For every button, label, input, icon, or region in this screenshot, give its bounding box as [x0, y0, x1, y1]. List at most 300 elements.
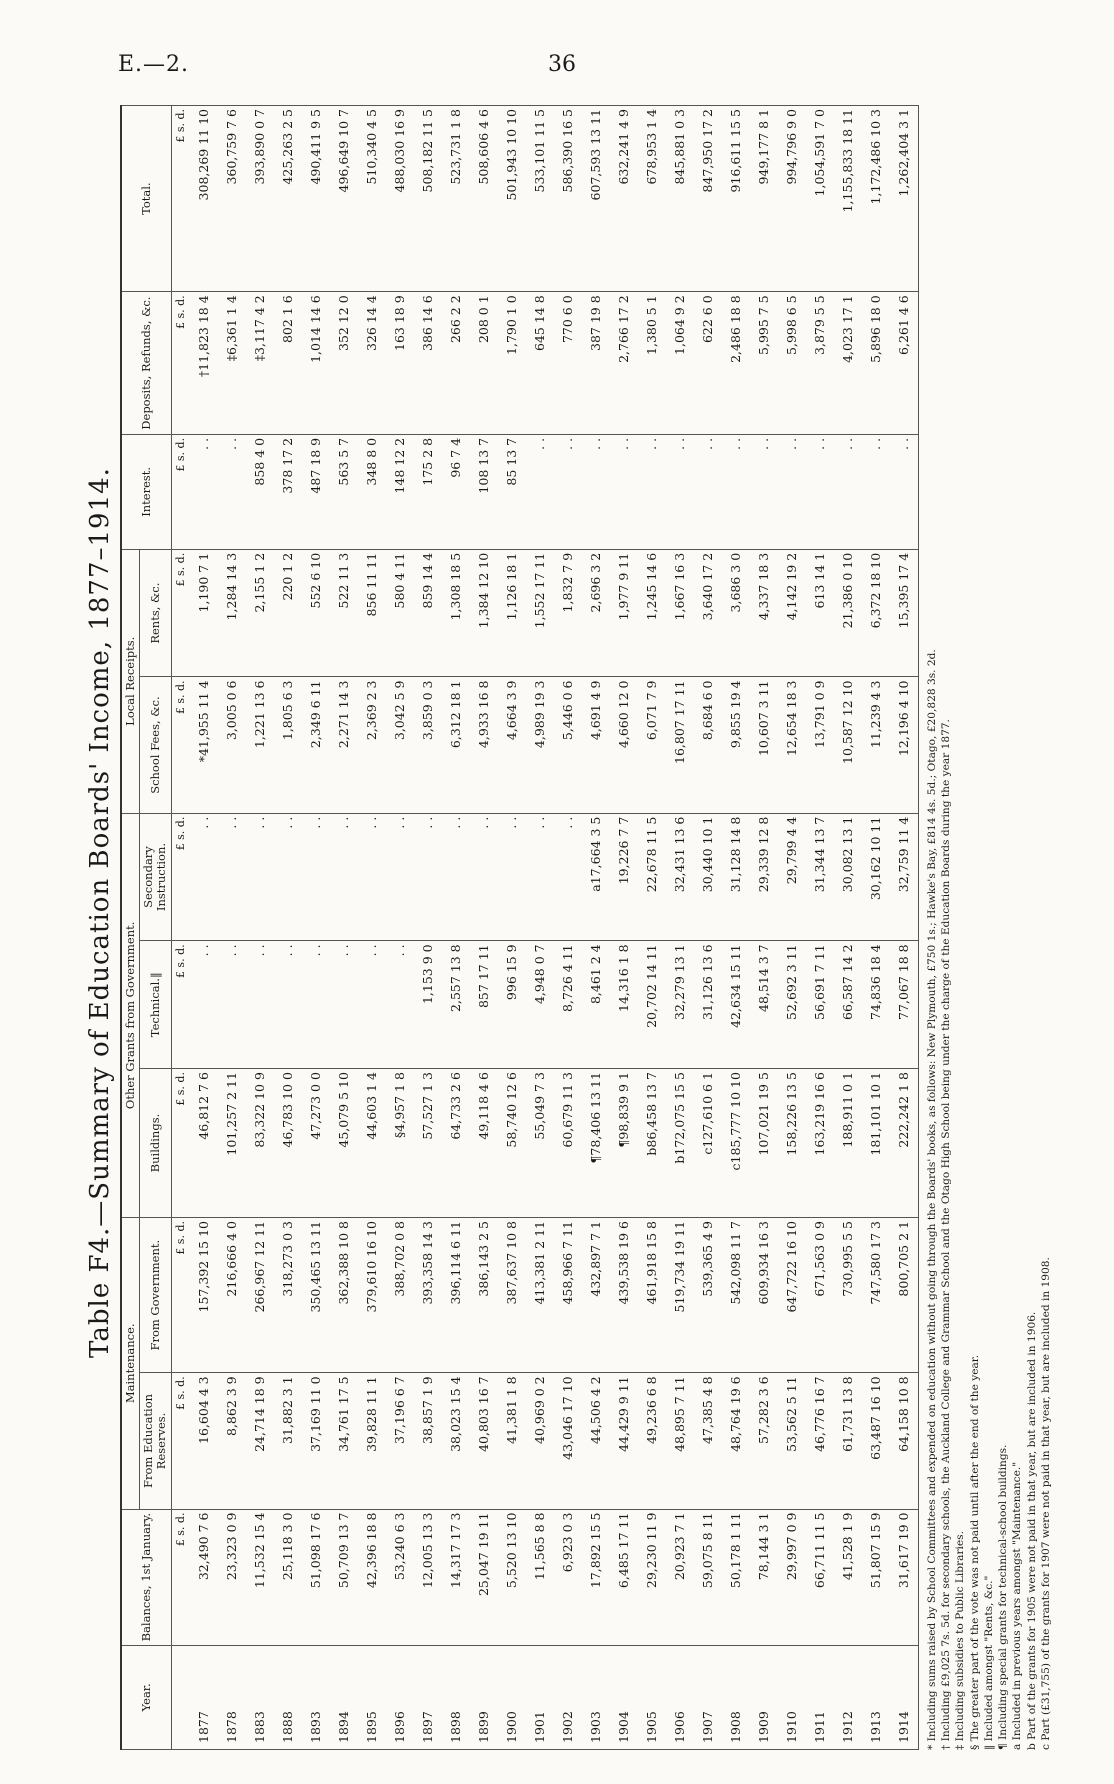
cell-buildings: 46,783 10 0 [274, 1069, 302, 1218]
cell-rents: 1,977 9 11 [610, 549, 638, 677]
cell-deposits: 5,995 7 5 [750, 292, 778, 435]
cell-reserves: 39,828 11 1 [358, 1373, 386, 1509]
cell-deposits: 352 12 0 [330, 292, 358, 435]
cell-deposits: 622 6 0 [694, 292, 722, 435]
cell-year: 1897 [414, 1645, 442, 1749]
cell-interest: . . [862, 434, 890, 549]
cell-deposits: ‡6,361 1 4 [218, 292, 246, 435]
table-row [778, 106, 806, 1750]
cell-technical: . . [190, 941, 218, 1069]
cell-school-fees: 2,369 2 3 [358, 677, 386, 813]
cell-school-fees: 2,349 6 11 [302, 677, 330, 813]
page-header [118, 52, 1034, 92]
cell-reserves: 43,046 17 10 [554, 1373, 582, 1509]
table-row [302, 106, 330, 1750]
cell-government: 216,666 4 0 [218, 1218, 246, 1373]
cell-rents: 552 6 10 [302, 549, 330, 677]
footnote-dagger: † Including £9,025 7s. 5d. for secondary schools, the Auckland College and Grammar School and the Otago High School being under the charge of the Education Boards during the year 1877. [939, 719, 952, 1750]
cell-deposits: 6,261 4 6 [890, 292, 919, 435]
table-body [171, 106, 918, 1750]
cell-deposits: 645 14 8 [526, 292, 554, 435]
cell-government: 747,580 17 3 [862, 1218, 890, 1373]
col-header-total: Total. [121, 106, 171, 292]
cell-secondary: . . [414, 813, 442, 941]
cell-reserves: 61,731 13 8 [834, 1373, 862, 1509]
cell-technical: . . [302, 941, 330, 1069]
cell-school-fees: 8,684 6 0 [694, 677, 722, 813]
cell-secondary: 31,344 13 7 [806, 813, 834, 941]
cell-year: 1913 [862, 1645, 890, 1749]
cell-reserves: 44,506 4 2 [582, 1373, 610, 1509]
unit-cell: £ s. d. [171, 813, 190, 941]
cell-year: 1908 [722, 1645, 750, 1749]
table-row [442, 106, 470, 1750]
cell-balances: 29,997 0 9 [778, 1509, 806, 1645]
cell-deposits: 2,486 18 8 [722, 292, 750, 435]
cell-reserves: 46,776 16 7 [806, 1373, 834, 1509]
cell-secondary: 32,431 13 6 [666, 813, 694, 941]
cell-secondary: . . [190, 813, 218, 941]
cell-total: 523,731 1 8 [442, 106, 470, 292]
cell-technical: 48,514 3 7 [750, 941, 778, 1069]
cell-buildings: b86,458 13 7 [638, 1069, 666, 1218]
cell-school-fees: 11,239 4 3 [862, 677, 890, 813]
cell-government: 413,381 2 11 [526, 1218, 554, 1373]
group-header-local-receipts: Local Receipts. [121, 549, 140, 813]
cell-year: 1902 [554, 1645, 582, 1749]
cell-government: 730,995 5 5 [834, 1218, 862, 1373]
cell-interest: 487 18 9 [302, 434, 330, 549]
cell-year: 1888 [274, 1645, 302, 1749]
cell-total: 510,340 4 5 [358, 106, 386, 292]
cell-buildings: c185,777 10 10 [722, 1069, 750, 1218]
cell-rents: 2,155 1 2 [246, 549, 274, 677]
cell-reserves: 47,385 4 8 [694, 1373, 722, 1509]
cell-technical: 4,948 0 7 [526, 941, 554, 1069]
cell-year: 1883 [246, 1645, 274, 1749]
col-header-interest: Interest. [121, 434, 171, 549]
cell-secondary: . . [302, 813, 330, 941]
cell-year: 1900 [498, 1645, 526, 1749]
cell-secondary: . . [470, 813, 498, 941]
cell-rents: 856 11 11 [358, 549, 386, 677]
cell-buildings: 44,603 1 4 [358, 1069, 386, 1218]
cell-year: 1907 [694, 1645, 722, 1749]
cell-buildings: ¶98,839 9 1 [610, 1069, 638, 1218]
table-row [386, 106, 414, 1750]
cell-balances: 25,118 3 0 [274, 1509, 302, 1645]
cell-balances: 6,923 0 3 [554, 1509, 582, 1645]
cell-interest: 563 5 7 [330, 434, 358, 549]
cell-total: 488,030 16 9 [386, 106, 414, 292]
cell-interest: . . [638, 434, 666, 549]
cell-rents: 220 1 2 [274, 549, 302, 677]
cell-buildings: 46,812 7 6 [190, 1069, 218, 1218]
cell-school-fees: 4,691 4 9 [582, 677, 610, 813]
cell-deposits: 326 14 4 [358, 292, 386, 435]
cell-interest: . . [554, 434, 582, 549]
col-header-year: Year. [121, 1645, 171, 1749]
cell-balances: 29,230 11 9 [638, 1509, 666, 1645]
cell-school-fees: 12,196 4 10 [890, 677, 919, 813]
group-header-maintenance: Maintenance. [121, 1218, 140, 1510]
cell-government: 393,358 14 3 [414, 1218, 442, 1373]
cell-deposits: 1,014 14 6 [302, 292, 330, 435]
table-row [218, 106, 246, 1750]
cell-technical: 996 15 9 [498, 941, 526, 1069]
cell-total: 425,263 2 5 [274, 106, 302, 292]
cell-reserves: 38,023 15 4 [442, 1373, 470, 1509]
cell-school-fees: 16,807 17 11 [666, 677, 694, 813]
cell-secondary: . . [218, 813, 246, 941]
col-header-government: From Government. [140, 1218, 171, 1373]
cell-technical: 42,634 15 11 [722, 941, 750, 1069]
table-row [834, 106, 862, 1750]
cell-secondary: . . [330, 813, 358, 941]
group-header-other-grants: Other Grants from Government. [121, 813, 140, 1217]
cell-school-fees: 6,312 18 1 [442, 677, 470, 813]
col-header-technical: Technical.‖ [140, 941, 171, 1069]
cell-government: 461,918 15 8 [638, 1218, 666, 1373]
cell-interest: . . [750, 434, 778, 549]
cell-secondary: . . [274, 813, 302, 941]
table-row [722, 106, 750, 1750]
cell-balances: 53,240 6 3 [386, 1509, 414, 1645]
cell-total: 393,890 0 7 [246, 106, 274, 292]
table-row [470, 106, 498, 1750]
cell-interest: 148 12 2 [386, 434, 414, 549]
cell-technical: 52,692 3 11 [778, 941, 806, 1069]
cell-reserves: 34,761 17 5 [330, 1373, 358, 1509]
cell-buildings: 83,322 10 9 [246, 1069, 274, 1218]
cell-rents: 522 11 3 [330, 549, 358, 677]
cell-reserves: 40,803 16 7 [470, 1373, 498, 1509]
table-row [806, 106, 834, 1750]
cell-year: 1911 [806, 1645, 834, 1749]
cell-deposits: 387 19 8 [582, 292, 610, 435]
cell-reserves: 44,429 9 11 [610, 1373, 638, 1509]
cell-deposits: 163 18 9 [386, 292, 414, 435]
cell-buildings: 181,101 10 1 [862, 1069, 890, 1218]
cell-government: 362,388 10 8 [330, 1218, 358, 1373]
table-row [890, 106, 919, 1750]
cell-balances: 14,317 17 3 [442, 1509, 470, 1645]
cell-balances: 31,617 19 0 [890, 1509, 919, 1645]
cell-deposits: 4,023 17 1 [834, 292, 862, 435]
cell-interest: . . [722, 434, 750, 549]
cell-school-fees: 10,607 3 11 [750, 677, 778, 813]
cell-buildings: 101,257 2 11 [218, 1069, 246, 1218]
cell-secondary: . . [554, 813, 582, 941]
cell-technical: 20,702 14 11 [638, 941, 666, 1069]
cell-secondary: . . [526, 813, 554, 941]
cell-rents: 15,395 17 4 [890, 549, 919, 677]
col-header-balances: Balances, 1st January. [121, 1509, 171, 1645]
cell-total: 949,177 8 1 [750, 106, 778, 292]
unit-cell: £ s. d. [171, 677, 190, 813]
cell-balances: 59,075 8 11 [694, 1509, 722, 1645]
cell-government: 800,705 2 1 [890, 1218, 919, 1373]
cell-total: 916,611 15 5 [722, 106, 750, 292]
cell-secondary: 29,799 4 4 [778, 813, 806, 941]
cell-secondary: . . [386, 813, 414, 941]
col-header-reserves: From Education Reserves. [140, 1373, 171, 1509]
cell-interest: 85 13 7 [498, 434, 526, 549]
cell-interest: 108 13 7 [470, 434, 498, 549]
cell-buildings: 222,242 1 8 [890, 1069, 919, 1218]
cell-technical: . . [274, 941, 302, 1069]
cell-reserves: 63,487 16 10 [862, 1373, 890, 1509]
cell-secondary: 31,128 14 8 [722, 813, 750, 941]
cell-balances: 42,396 18 8 [358, 1509, 386, 1645]
cell-technical: . . [218, 941, 246, 1069]
col-header-rents: Rents, &c. [140, 549, 171, 677]
cell-year: 1894 [330, 1645, 358, 1749]
cell-rents: 3,686 3 0 [722, 549, 750, 677]
cell-school-fees: 10,587 12 10 [834, 677, 862, 813]
cell-technical: 8,461 2 4 [582, 941, 610, 1069]
cell-buildings: b172,075 15 5 [666, 1069, 694, 1218]
cell-rents: 3,640 17 2 [694, 549, 722, 677]
cell-technical: 857 17 11 [470, 941, 498, 1069]
cell-government: 350,465 13 11 [302, 1218, 330, 1373]
cell-school-fees: *41,955 11 4 [190, 677, 218, 813]
cell-secondary: 30,082 13 1 [834, 813, 862, 941]
table-row [330, 106, 358, 1750]
cell-buildings: 163,219 16 6 [806, 1069, 834, 1218]
cell-school-fees: 3,859 0 3 [414, 677, 442, 813]
col-header-deposits: Deposits, Refunds, &c. [121, 292, 171, 435]
cell-buildings: 47,273 0 0 [302, 1069, 330, 1218]
cell-interest: . . [666, 434, 694, 549]
cell-year: 1901 [526, 1645, 554, 1749]
cell-buildings: 188,911 0 1 [834, 1069, 862, 1218]
cell-reserves: 57,282 3 6 [750, 1373, 778, 1509]
cell-balances: 11,532 15 4 [246, 1509, 274, 1645]
cell-technical: . . [358, 941, 386, 1069]
cell-buildings: 49,118 4 6 [470, 1069, 498, 1218]
cell-total: 360,759 7 6 [218, 106, 246, 292]
cell-year: 1903 [582, 1645, 610, 1749]
cell-interest: 378 17 2 [274, 434, 302, 549]
footnote-a: a Included in previous years amongst "Maintenance." [1011, 1461, 1024, 1750]
cell-secondary: a17,664 3 5 [582, 813, 610, 941]
cell-school-fees: 12,654 18 3 [778, 677, 806, 813]
cell-government: 539,365 4 9 [694, 1218, 722, 1373]
cell-deposits: 5,998 6 5 [778, 292, 806, 435]
cell-government: 671,563 0 9 [806, 1218, 834, 1373]
cell-buildings: 55,049 7 3 [526, 1069, 554, 1218]
cell-buildings: ¶78,406 13 11 [582, 1069, 610, 1218]
cell-government: 387,637 10 8 [498, 1218, 526, 1373]
cell-deposits: ‡3,117 4 2 [246, 292, 274, 435]
cell-secondary: 19,226 7 7 [610, 813, 638, 941]
unit-cell: £ s. d. [171, 549, 190, 677]
cell-government: 439,538 19 6 [610, 1218, 638, 1373]
cell-government: 396,114 6 11 [442, 1218, 470, 1373]
cell-school-fees: 4,660 12 0 [610, 677, 638, 813]
cell-deposits: 770 6 0 [554, 292, 582, 435]
table-row [554, 106, 582, 1750]
cell-secondary: . . [358, 813, 386, 941]
col-header-secondary: Secondary Instruction. [140, 813, 171, 941]
col-header-school-fees: School Fees, &c. [140, 677, 171, 813]
cell-government: 647,722 16 10 [778, 1218, 806, 1373]
cell-reserves: 8,862 3 9 [218, 1373, 246, 1509]
cell-technical: . . [330, 941, 358, 1069]
cell-secondary: 29,339 12 8 [750, 813, 778, 941]
cell-rents: 1,384 12 10 [470, 549, 498, 677]
cell-government: 379,610 16 10 [358, 1218, 386, 1373]
cell-school-fees: 4,933 16 8 [470, 677, 498, 813]
cell-total: 501,943 10 10 [498, 106, 526, 292]
table-row [498, 106, 526, 1750]
cell-total: 845,881 0 3 [666, 106, 694, 292]
rotated-table-region [80, 105, 1080, 1750]
cell-total: 632,241 4 9 [610, 106, 638, 292]
cell-school-fees: 3,042 5 9 [386, 677, 414, 813]
footnote-star: * Including sums raised by School Committees and expended on education without going through the Boards' books, as follows: New Plymouth, £750 1s.; Hawke's Bay, £814 4s. 5d.; Otago, £20,828 3s. 2d. [925, 649, 938, 1750]
cell-interest: . . [526, 434, 554, 549]
cell-total: 586,390 16 5 [554, 106, 582, 292]
cell-deposits: 208 0 1 [470, 292, 498, 435]
cell-technical: 2,557 13 8 [442, 941, 470, 1069]
footnote-b: b Part of the grants for 1905 were not paid in that year, but are included in 1906. [1025, 1311, 1038, 1750]
cell-deposits: 5,896 18 0 [862, 292, 890, 435]
cell-secondary: 22,678 11 5 [638, 813, 666, 941]
cell-interest: . . [218, 434, 246, 549]
cell-rents: 2,696 3 2 [582, 549, 610, 677]
cell-technical: 32,279 13 1 [666, 941, 694, 1069]
unit-cell: £ s. d. [171, 106, 190, 292]
cell-total: 490,411 9 5 [302, 106, 330, 292]
cell-buildings: 60,679 11 3 [554, 1069, 582, 1218]
footnotes [925, 105, 1054, 1750]
table-row [666, 106, 694, 1750]
cell-government: 388,702 0 8 [386, 1218, 414, 1373]
cell-deposits: 2,766 17 2 [610, 292, 638, 435]
cell-deposits: 3,879 5 5 [806, 292, 834, 435]
cell-year: 1906 [666, 1645, 694, 1749]
cell-technical: 66,587 14 2 [834, 941, 862, 1069]
cell-rents: 1,552 17 11 [526, 549, 554, 677]
cell-school-fees: 4,989 19 3 [526, 677, 554, 813]
cell-interest: . . [806, 434, 834, 549]
cell-deposits: 1,790 1 0 [498, 292, 526, 435]
unit-cell: £ s. d. [171, 941, 190, 1069]
cell-total: 678,953 1 4 [638, 106, 666, 292]
cell-year: 1904 [610, 1645, 638, 1749]
cell-rents: 580 4 11 [386, 549, 414, 677]
table-title: Table F4.—Summary of Education Boards' Income, 1877–1914. [85, 467, 115, 1358]
cell-buildings: 64,733 2 6 [442, 1069, 470, 1218]
col-header-buildings: Buildings. [140, 1069, 171, 1218]
cell-school-fees: 1,221 13 6 [246, 677, 274, 813]
footnote-c: c Part (£31,755) of the grants for 1907 were not paid in that year, but are included in 1908. [1040, 1257, 1053, 1750]
cell-secondary: 30,440 10 1 [694, 813, 722, 941]
table-row [610, 106, 638, 1750]
cell-technical: . . [386, 941, 414, 1069]
cell-interest: 348 8 0 [358, 434, 386, 549]
table-row [862, 106, 890, 1750]
cell-balances: 78,144 3 1 [750, 1509, 778, 1645]
cell-year: 1898 [442, 1645, 470, 1749]
footnote-section: § The greater part of the vote was not paid until after the end of the year. [968, 1354, 981, 1750]
cell-interest: 175 2 8 [414, 434, 442, 549]
cell-reserves: 41,381 1 8 [498, 1373, 526, 1509]
unit-cell: £ s. d. [171, 434, 190, 549]
cell-reserves: 53,562 5 11 [778, 1373, 806, 1509]
cell-year: 1910 [778, 1645, 806, 1749]
cell-school-fees: 9,855 19 4 [722, 677, 750, 813]
cell-government: 542,098 11 7 [722, 1218, 750, 1373]
footnote-pilcrow: ¶ Including special grants for technical-school buildings. [997, 1444, 1010, 1750]
cell-total: 533,101 11 5 [526, 106, 554, 292]
cell-secondary: . . [442, 813, 470, 941]
cell-technical: 31,126 13 6 [694, 941, 722, 1069]
cell-total: 1,155,833 18 11 [834, 106, 862, 292]
cell-rents: 1,126 18 1 [498, 549, 526, 677]
cell-technical: 14,316 1 8 [610, 941, 638, 1069]
cell-government: 519,734 19 11 [666, 1218, 694, 1373]
cell-technical: 77,067 18 8 [890, 941, 919, 1069]
units-row [171, 106, 190, 1750]
cell-total: 496,649 10 7 [330, 106, 358, 292]
cell-rents: 1,190 7 1 [190, 549, 218, 677]
cell-secondary: . . [498, 813, 526, 941]
cell-buildings: 57,527 1 3 [414, 1069, 442, 1218]
cell-reserves: 37,196 6 7 [386, 1373, 414, 1509]
table-row [414, 106, 442, 1750]
cell-balances: 17,892 15 5 [582, 1509, 610, 1645]
cell-balances: 66,711 11 5 [806, 1509, 834, 1645]
cell-government: 609,934 16 3 [750, 1218, 778, 1373]
cell-interest: 96 7 4 [442, 434, 470, 549]
unit-cell: £ s. d. [171, 1509, 190, 1645]
cell-balances: 6,485 17 11 [610, 1509, 638, 1645]
cell-year: 1912 [834, 1645, 862, 1749]
cell-school-fees: 3,005 0 6 [218, 677, 246, 813]
cell-total: 1,262,404 3 1 [890, 106, 919, 292]
cell-rents: 4,337 18 3 [750, 549, 778, 677]
cell-total: 508,182 11 5 [414, 106, 442, 292]
table-row [358, 106, 386, 1750]
cell-interest: . . [778, 434, 806, 549]
table-row [638, 106, 666, 1750]
footnote-parallel: ‖ Included amongst "Rents, &c." [982, 1575, 995, 1750]
cell-interest: . . [890, 434, 919, 549]
cell-balances: 12,005 13 3 [414, 1509, 442, 1645]
cell-buildings: c127,610 6 1 [694, 1069, 722, 1218]
cell-year: 1895 [358, 1645, 386, 1749]
cell-buildings: 158,226 13 5 [778, 1069, 806, 1218]
cell-interest: . . [694, 434, 722, 549]
cell-year: 1909 [750, 1645, 778, 1749]
cell-technical: 1,153 9 0 [414, 941, 442, 1069]
document-code: E.—2. [118, 52, 190, 77]
table-row [750, 106, 778, 1750]
cell-reserves: 16,604 4 3 [190, 1373, 218, 1509]
cell-buildings: 58,740 12 6 [498, 1069, 526, 1218]
cell-technical: 8,726 4 11 [554, 941, 582, 1069]
cell-year: 1878 [218, 1645, 246, 1749]
cell-government: 458,966 7 11 [554, 1218, 582, 1373]
table-row [274, 106, 302, 1750]
cell-total: 994,796 9 0 [778, 106, 806, 292]
cell-balances: 5,520 13 10 [498, 1509, 526, 1645]
cell-deposits: 802 1 6 [274, 292, 302, 435]
cell-reserves: 48,764 19 6 [722, 1373, 750, 1509]
